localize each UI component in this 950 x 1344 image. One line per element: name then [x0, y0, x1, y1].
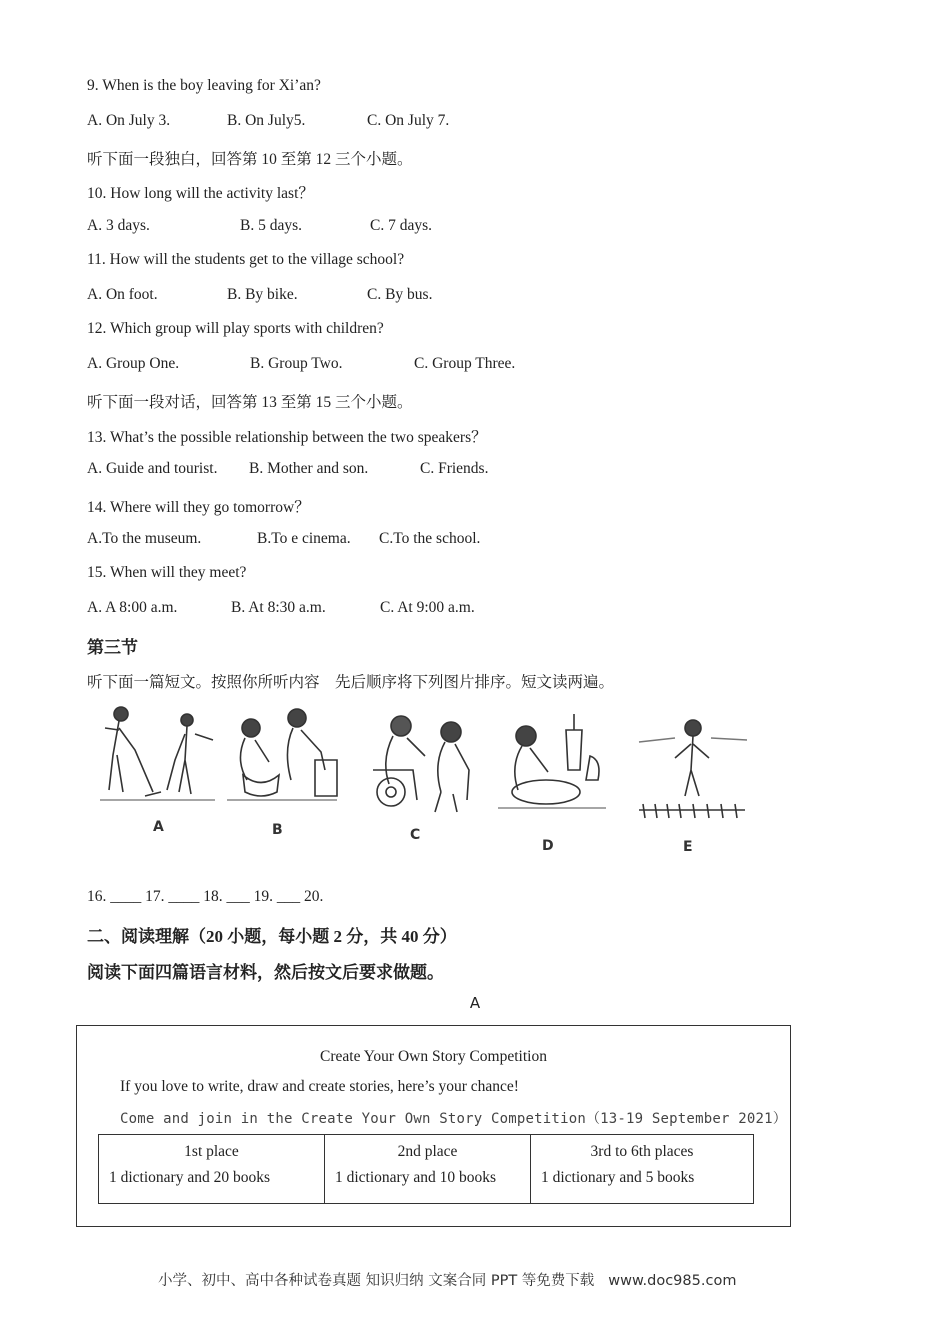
prize-cell [531, 1135, 754, 1204]
passage-label: A [469, 994, 481, 1012]
question-12-option-a: A. Group One. [87, 355, 180, 372]
prize-cell [325, 1135, 531, 1204]
picture-e-label: E [683, 839, 693, 855]
prize-place: 3rd to 6th places [590, 1143, 694, 1160]
question-14-option-a: A.To the museum. [87, 530, 202, 547]
prize-place: 2nd place [397, 1143, 458, 1160]
footer-link[interactable]: www.doc985.com [608, 1273, 737, 1289]
picture-d-label: D [542, 838, 554, 854]
listening-instruction-1: 听下面一段独白，回答第 10 至第 12 三个小题。 [87, 151, 413, 168]
picture-b-label: B [272, 822, 283, 838]
ad-title: Create Your Own Story Competition [320, 1048, 547, 1065]
prize-reward: 1 dictionary and 10 books [335, 1169, 497, 1186]
question-10-stem: 10. How long will the activity last？ [87, 185, 314, 202]
picture-e-planting [635, 700, 750, 825]
prize-reward: 1 dictionary and 20 books [109, 1169, 271, 1186]
question-12-option-b: B. Group Two. [250, 355, 343, 372]
picture-d-washing-dishes [494, 700, 609, 815]
question-15-option-c: C. At 9:00 a.m. [380, 599, 475, 616]
listening-instruction-2: 听下面一段对话，回答第 13 至第 15 三个小题。 [87, 394, 413, 411]
question-10-option-b: B. 5 days. [240, 217, 302, 234]
question-9-option-a: A. On July 3. [87, 112, 171, 129]
question-9-stem: 9. When is the boy leaving for Xi’an? [87, 77, 321, 94]
picture-c-label: C [410, 827, 421, 843]
question-15-option-a: A. A 8:00 a.m. [87, 599, 178, 616]
part-2-title: 二、阅读理解（20 小题，每小题 2 分，共 40 分） [87, 927, 457, 946]
question-11-option-b: B. By bike. [227, 286, 298, 303]
question-13-stem: 13. What’s the possible relationship between the two speakers？ [87, 429, 487, 446]
part-2-instruction: 阅读下面四篇语言材料，然后按文后要求做题。 [87, 963, 444, 982]
question-12-stem: 12. Which group will play sports with children? [87, 320, 384, 337]
footer-text: 小学、初中、高中各种试卷真题 知识归纳 文案合同 PPT 等免费下载 [158, 1273, 595, 1289]
ad-dates: Come and join in the Create Your Own Story Competition（13-19 September 2021） [120, 1111, 787, 1127]
picture-row [87, 700, 767, 870]
competition-ad-box [76, 1025, 791, 1227]
picture-c-helping-elder [367, 700, 482, 815]
prize-reward: 1 dictionary and 5 books [541, 1169, 695, 1186]
ad-intro: If you love to write, draw and create stories, here’s your chance! [120, 1078, 519, 1095]
section-3-instruction: 听下面一篇短文。按照你所听内容 先后顺序将下列图片排序。短文读两遍。 [87, 674, 615, 691]
question-12-option-c: C. Group Three. [414, 355, 516, 372]
question-15-option-b: B. At 8:30 a.m. [231, 599, 326, 616]
question-10-option-c: C. 7 days. [370, 217, 432, 234]
prize-table [98, 1134, 754, 1204]
question-13-option-a: A. Guide and tourist. [87, 460, 218, 477]
footer [158, 1269, 736, 1290]
picture-a-sweeping [95, 700, 220, 810]
prize-place: 1st place [184, 1143, 239, 1160]
answer-blanks: 16. ____ 17. ____ 18. ___ 19. ___ 20. [87, 888, 324, 905]
prize-cell [99, 1135, 325, 1204]
picture-a-label: A [153, 819, 164, 835]
section-3-title: 第三节 [87, 638, 138, 657]
question-13-option-b: B. Mother and son. [249, 460, 369, 477]
question-11-option-a: A. On foot. [87, 286, 158, 303]
question-9-option-c: C. On July 7. [367, 112, 450, 129]
question-15-stem: 15. When will they meet? [87, 564, 247, 581]
question-9-option-b: B. On July5. [227, 112, 306, 129]
question-11-option-c: C. By bus. [367, 286, 433, 303]
question-14-option-b: B.To e cinema. [257, 530, 351, 547]
question-11-stem: 11. How will the students get to the village school? [87, 251, 405, 268]
question-13-option-c: C. Friends. [420, 460, 489, 477]
question-14-stem: 14. Where will they go tomorrow？ [87, 499, 310, 516]
question-14-option-c: C.To the school. [379, 530, 481, 547]
picture-b-washing [225, 700, 340, 810]
question-10-option-a: A. 3 days. [87, 217, 150, 234]
